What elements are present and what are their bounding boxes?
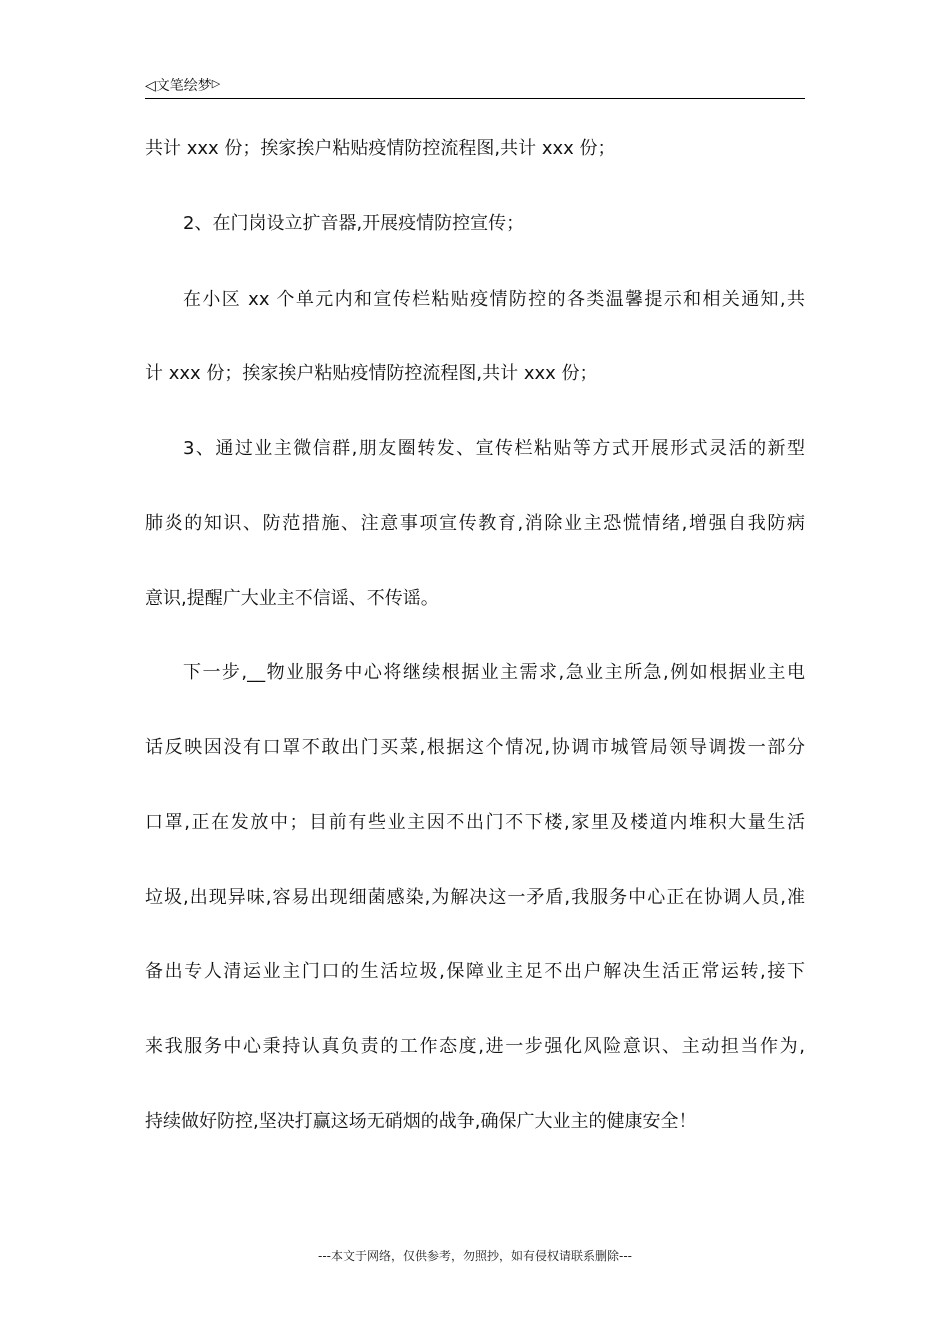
page-footer: ---本文于网络，仅供参考，勿照抄，如有侵权请联系删除--- — [318, 1249, 632, 1263]
header-title: 文笔绘梦 — [155, 78, 212, 94]
page-header — [145, 74, 805, 99]
body-line: 持续做好防控,坚决打赢这场无硝烟的战争,确保广大业主的健康安全！ — [145, 1111, 697, 1132]
body-line: 共计 xxx 份；挨家挨户粘贴疫情防控流程图,共计 xxx 份； — [145, 138, 616, 159]
body-line: 下一步,__物业服务中心将继续根据业主需求,急业主所急,例如根据业主电 — [183, 662, 805, 683]
body-line: 2、在门岗设立扩音器,开展疫情防控宣传； — [183, 213, 525, 234]
body-line: 意识,提醒广大业主不信谣、不传谣。 — [145, 588, 439, 609]
right-triangle-icon: ▷ — [211, 77, 221, 90]
left-triangle-icon: ◁ — [145, 78, 156, 94]
body-line: 备出专人清运业主门口的生活垃圾,保障业主足不出户解决生活正常运转,接下 — [145, 961, 805, 982]
body-line: 话反映因没有口罩不敢出门买菜,根据这个情况,协调市城管局领导调拨一部分 — [145, 737, 805, 758]
body-line: 垃圾,出现异味,容易出现细菌感染,为解决这一矛盾,我服务中心正在协调人员,准 — [145, 887, 805, 908]
body-line: 3、通过业主微信群,朋友圈转发、宣传栏粘贴等方式开展形式灵活的新型 — [183, 438, 805, 459]
body-line: 口罩,正在发放中；目前有些业主因不出门不下楼,家里及楼道内堆积大量生活 — [145, 812, 805, 833]
body-line: 来我服务中心秉持认真负责的工作态度,进一步强化风险意识、主动担当作为, — [145, 1036, 805, 1057]
body-line: 肺炎的知识、防范措施、注意事项宣传教育,消除业主恐慌情绪,增强自我防病 — [145, 513, 805, 534]
body-line: 计 xxx 份；挨家挨户粘贴疫情防控流程图,共计 xxx 份； — [145, 363, 598, 384]
body-line: 在小区 xx 个单元内和宣传栏粘贴疫情防控的各类温馨提示和相关通知,共 — [183, 289, 805, 310]
